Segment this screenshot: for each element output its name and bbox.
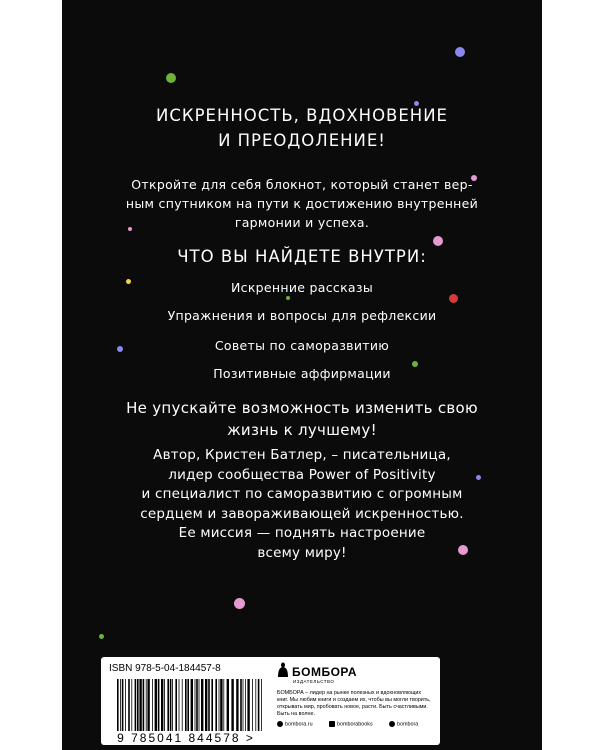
confetti-dot (433, 236, 443, 246)
bio-line: сердцем и завораживающей искренностью. (140, 505, 464, 522)
barcode-bar (185, 679, 187, 731)
barcode-bar (167, 679, 169, 731)
barcode-bar (161, 679, 163, 731)
intro-line: гармонии и успеха. (234, 215, 370, 230)
bio-line: лидер сообщества Power of Positivity (168, 466, 436, 483)
publisher-name: БОМБОРА (292, 665, 358, 679)
barcode-bar (220, 679, 222, 731)
social-site[interactable] (277, 721, 313, 727)
list-item: Позитивные аффирмации (213, 366, 391, 381)
barcode-bar (117, 679, 119, 731)
barcode-bar (175, 679, 177, 731)
social-links (277, 721, 437, 731)
back-cover (62, 0, 542, 750)
barcode-bar (231, 679, 233, 731)
barcode-bar (258, 679, 260, 731)
barcode-bar (179, 679, 180, 731)
publisher-subtitle: ИЗДАТЕЛЬСТВО (293, 679, 335, 684)
barcode-bar (240, 679, 242, 731)
barcode-bar (195, 679, 196, 731)
barcode-bar (137, 679, 139, 731)
globe-icon (277, 721, 283, 727)
headline (62, 103, 542, 153)
isbn-text: ISBN 978-5-04-184457-8 (109, 663, 221, 674)
social-label: bombora.ru (285, 721, 313, 728)
barcode-bar (170, 679, 172, 731)
barcode-bar (236, 679, 238, 731)
barcode-bar (122, 679, 124, 731)
social-label: bombora (397, 721, 419, 728)
barcode-bar (261, 679, 262, 731)
barcode-bar (182, 679, 183, 731)
list-item: Искренние рассказы (231, 280, 373, 295)
barcode-bar (215, 679, 217, 731)
confetti-dot (455, 47, 465, 57)
cta-line: жизнь к лучшему! (227, 421, 377, 439)
intro-line: Откройте для себя блокнот, который станет вер- (131, 177, 473, 192)
confetti-dot (286, 296, 290, 300)
intro-line: ным спутником на пути к достижению внутренней (125, 196, 479, 211)
social-vk[interactable] (329, 721, 373, 727)
social-telegram[interactable] (389, 721, 418, 727)
barcode-bar (255, 679, 256, 731)
barcode-bar (164, 679, 165, 731)
barcode-bar (125, 679, 126, 731)
barcode-bar (131, 679, 132, 731)
confetti-dot (166, 73, 176, 83)
barcode (115, 679, 265, 731)
barcode-bar (245, 679, 246, 731)
bio-line: и специалист по саморазвитию с огромным (141, 486, 463, 502)
bombora-logo-icon (277, 662, 289, 678)
headline-line: ИСКРЕННОСТЬ, ВДОХНОВЕНИЕ (156, 106, 448, 125)
barcode-bar (172, 679, 173, 731)
call-to-action (62, 397, 542, 441)
barcode-bar (191, 679, 193, 731)
barcode-bar (199, 679, 200, 731)
cta-line: Не упускайте возможность изменить свою (126, 399, 478, 417)
intro-paragraph (62, 175, 542, 232)
publisher-blurb: БОМБОРА – лидер на рынке полезных и вдохновляющих книг. Мы любим книги и создаем их, чтобы вы могли творить, открывать мир, пробовать новое, расти. Быть счастливыми. Быть на волне. (277, 690, 431, 717)
confetti-dot (449, 294, 458, 303)
confetti-dot (234, 598, 245, 609)
barcode-bar (219, 679, 220, 731)
author-bio (62, 446, 542, 563)
barcode-bar (143, 679, 145, 731)
barcode-bar (243, 679, 244, 731)
barcode-bar (139, 679, 141, 731)
barcode-bar (128, 679, 130, 731)
barcode-bar (252, 679, 253, 731)
barcode-bar (227, 679, 229, 731)
telegram-icon (389, 721, 395, 727)
barcode-bar (205, 679, 207, 731)
barcode-bar (223, 679, 224, 731)
barcode-bar (135, 679, 137, 731)
section-title: ЧТО ВЫ НАЙДЕТЕ ВНУТРИ: (177, 247, 427, 266)
bio-line: Ее миссия — поднять настроение (178, 525, 426, 541)
barcode-number: 9 785041 844578 > (117, 731, 255, 745)
social-label: bomborabooks (337, 721, 373, 728)
barcode-bar (152, 679, 153, 731)
list-item: Советы по саморазвитию (214, 338, 390, 353)
barcode-bar (158, 679, 160, 731)
barcode-bar (196, 679, 198, 731)
barcode-bar (155, 679, 157, 731)
bio-line: Автор, Кристен Батлер, – писательница, (153, 447, 451, 463)
headline-line: И ПРЕОДОЛЕНИЕ! (218, 131, 386, 150)
barcode-bar (147, 679, 149, 731)
barcode-bar (187, 679, 189, 731)
vk-icon (329, 721, 335, 727)
barcode-panel (101, 657, 440, 745)
list-item: Упражнения и вопросы для рефлексии (167, 308, 437, 323)
barcode-bar (146, 679, 147, 731)
barcode-bar (247, 679, 249, 731)
barcode-bar (201, 679, 203, 731)
barcode-bar (120, 679, 121, 731)
confetti-dot (99, 634, 104, 639)
bio-line: всему миру! (257, 544, 347, 561)
barcode-bar (208, 679, 210, 731)
barcode-bar (211, 679, 213, 731)
